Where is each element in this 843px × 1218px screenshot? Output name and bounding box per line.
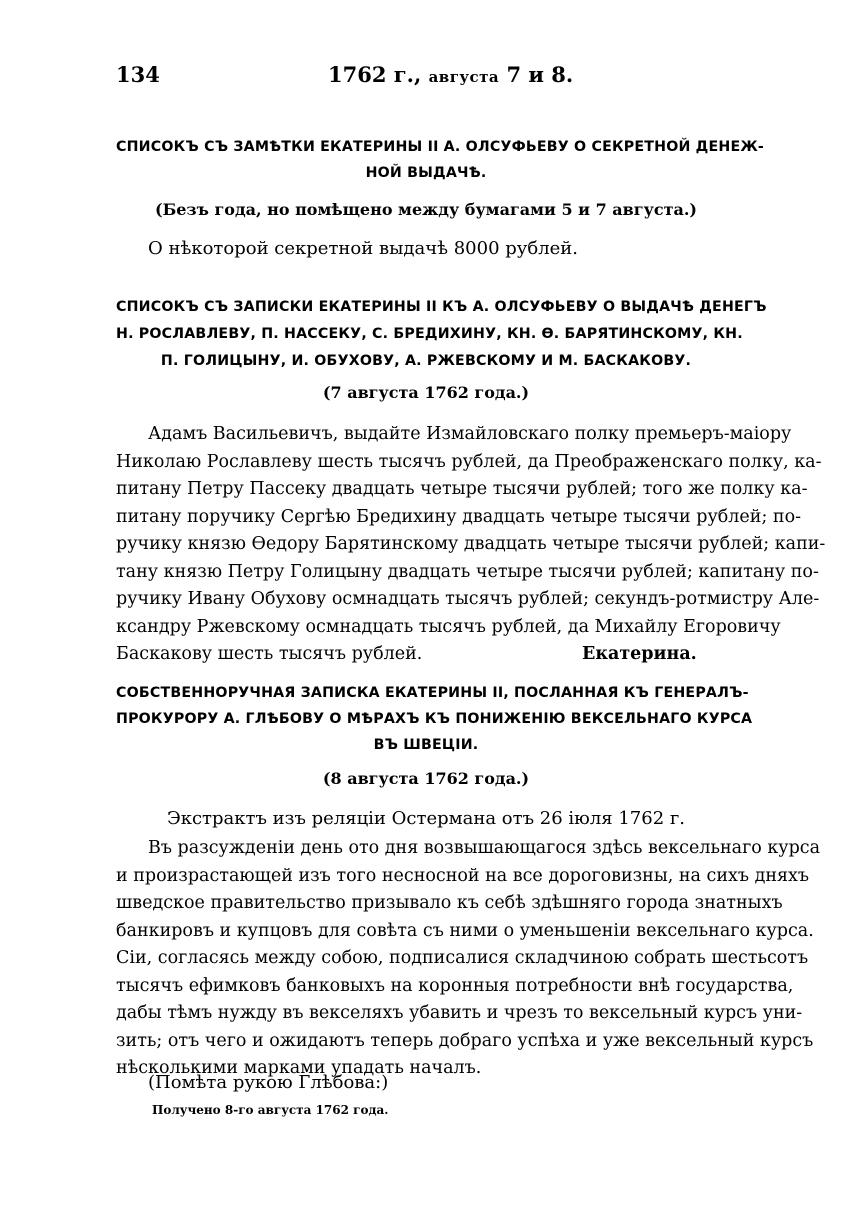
doc2-closing	[116, 641, 736, 669]
doc2-letter	[116, 421, 826, 669]
doc3-extract	[116, 835, 821, 1083]
doc2-text-line: ксандру Ржевскому осмнадцать тысячъ рублей, да Михайлу Егоровичу	[116, 616, 781, 637]
doc2-title-line: П. ГОЛИЦЫНУ, И. ОБУХОВУ, А. РЖЕВСКОМУ И М. БАСКАКОВУ.	[160, 353, 692, 369]
doc3-title-line: СОБСТВЕННОРУЧНАЯ ЗАПИСКА ЕКАТЕРИНЫ II, ПОСЛАННАЯ КЪ ГЕНЕРАЛЪ-	[116, 685, 749, 701]
doc3-annotation: (Помѣта рукою Глѣбова:)	[148, 1072, 389, 1093]
doc3-text-line: нѣсколькими марками упадать началъ.	[116, 1058, 482, 1078]
doc3-received-note: Получено 8-го августа 1762 года.	[152, 1103, 389, 1117]
doc2-title-line: Н. РОСЛАВЛЕВУ, П. НАССЕКУ, С. БРЕДИХИНУ, КН. Ѳ. БАРЯТИНСКОМУ, КН.	[116, 326, 743, 342]
doc1-text: О нѣкоторой секретной выдачѣ 8000 рублей.	[148, 238, 578, 259]
doc1-title-line: СПИСОКЪ СЪ ЗАМѢТКИ ЕКАТЕРИНЫ II А. ОЛСУФЬЕВУ О СЕКРЕТНОЙ ДЕНЕЖ-	[116, 139, 765, 155]
doc3-text-line: шведское правительство призывало къ себѣ здѣшняго города знатныхъ	[116, 893, 783, 913]
doc3-text-line: банкировъ и купцовъ для совѣта съ ними о уменьшеніи вексельнаго курса.	[116, 920, 814, 941]
doc2-text-line: тану князю Петру Голицыну двадцать четыре тысячи рублей; капитану по-	[116, 561, 819, 582]
doc3-text-line: и произрастающей изъ того несносной на все дороговизны, на сихъ дняхъ	[116, 865, 810, 886]
doc2-text-line: Николаю Рославлеву шесть тысячъ рублей, да Преображенскаго полку, ка-	[116, 451, 822, 472]
doc2-title	[116, 294, 767, 375]
doc2-signature: Екатерина.	[582, 644, 697, 664]
doc2-last-line: Баскакову шесть тысячъ рублей.	[116, 644, 423, 664]
doc3-text-line: Въ разсужденіи день ото дня возвышающагося здѣсь вексельнаго курса	[148, 838, 821, 858]
doc1-title	[116, 134, 765, 186]
doc3-text-line: Сіи, согласясь между собою, подписалися складчиною собрать шестьсотъ	[116, 948, 809, 968]
doc2-text-line: питану поручику Сергѣю Бредихину двадцать четыре тысячи рублей; по-	[116, 506, 802, 527]
doc2-text-line: ручику князю Ѳедору Барятинскому двадцать четыре тысячи рублей; капи-	[116, 534, 826, 554]
running-month: августа	[428, 68, 500, 86]
doc1-title-line: НОЙ ВЫДАЧѢ.	[365, 165, 487, 181]
running-year: 1762 г.,	[328, 62, 422, 87]
doc3-dating: (8 августа 1762 года.)	[322, 769, 530, 788]
doc1-dating: (Безъ года, но помѣщено между бумагами 5 и 7 августа.)	[155, 200, 697, 219]
doc2-dating: (7 августа 1762 года.)	[322, 383, 530, 402]
page-number: 134	[116, 62, 160, 87]
running-head	[328, 62, 573, 87]
doc2-text-line: Адамъ Васильевичъ, выдайте Измайловскаго полку премьеръ-маіору	[148, 424, 792, 444]
doc3-title-line: ПРОКУРОРУ А. ГЛѢБОВУ О МѢРАХЪ КЪ ПОНИЖЕНІЮ ВЕКСЕЛЬНАГО КУРСА	[116, 711, 753, 727]
running-days: 7 и 8.	[506, 62, 574, 87]
doc3-text-line: тысячъ ефимковъ банковыхъ на коронныя потребности внѣ государства,	[116, 975, 794, 996]
doc3-extract-heading: Экстрактъ изъ реляціи Остермана отъ 26 іюля 1762 г.	[166, 808, 686, 829]
doc3-title-line: ВЪ ШВЕЦІИ.	[373, 737, 479, 753]
doc3-text-line: зить; отъ чего и ожидаютъ теперь добраго успѣха и уже вексельный курсъ	[116, 1030, 814, 1051]
doc2-text-line: питану Петру Пассеку двадцать четыре тысячи рублей; того же полку ка-	[116, 479, 808, 499]
doc2-text-line: ручику Ивану Обухову осмнадцать тысячъ рублей; секундъ-ротмистру Але-	[116, 589, 820, 609]
doc3-text-line: дабы тѣмъ нужду въ векселяхъ убавить и чрезъ то вексельный курсъ уни-	[116, 1003, 803, 1023]
doc2-title-line: СПИСОКЪ СЪ ЗАПИСКИ ЕКАТЕРИНЫ II КЪ А. ОЛСУФЬЕВУ О ВЫДАЧѢ ДЕНЕГЪ	[116, 299, 767, 315]
doc3-title	[116, 680, 753, 758]
page-header	[116, 62, 736, 92]
